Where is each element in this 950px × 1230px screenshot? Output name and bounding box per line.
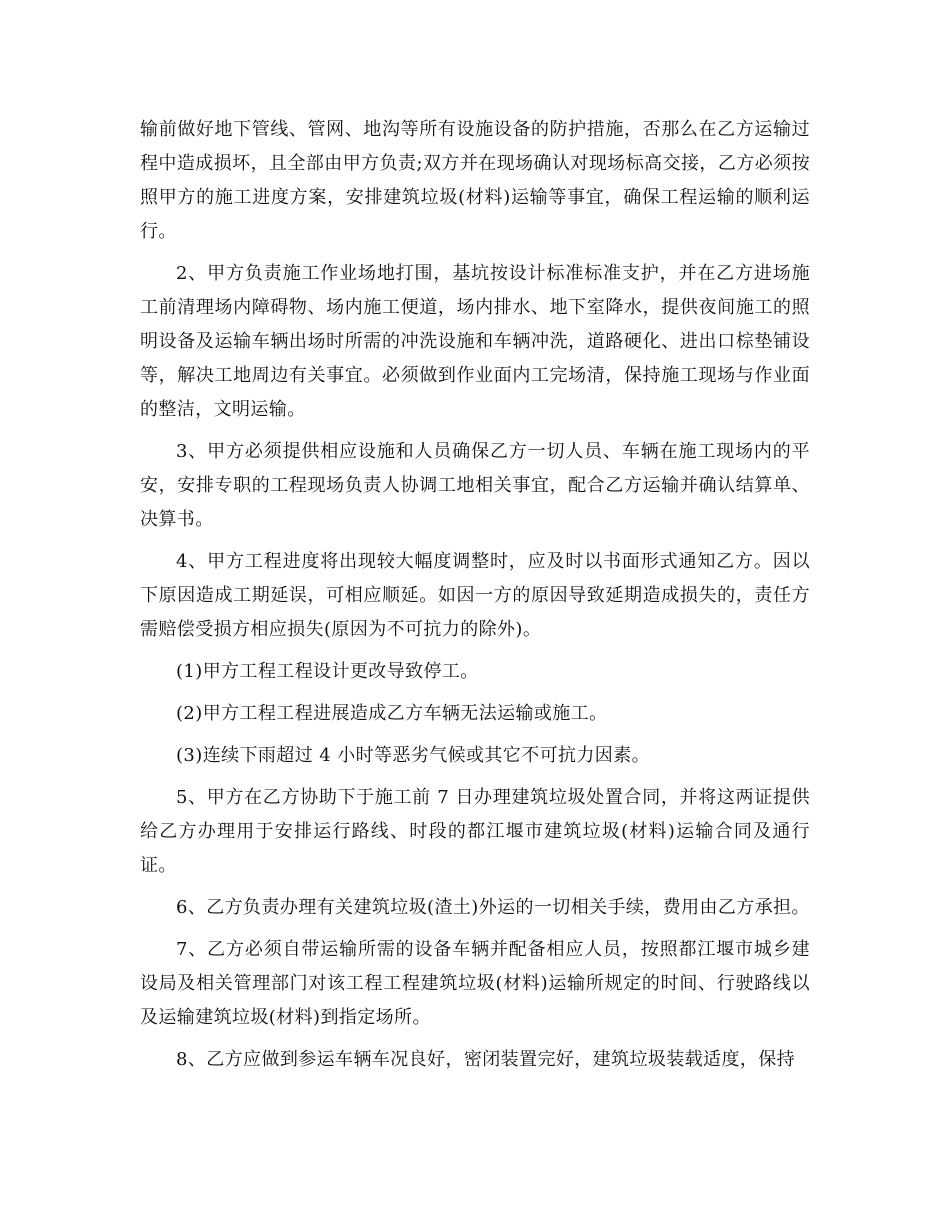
document-body: [140, 113, 810, 1077]
paragraph-clause-3: 3、甲方必须提供相应设施和人员确保乙方一切人员、车辆在施工现场内的平安，安排专职的工程现场负责人协调工地相关事宜，配合乙方运输并确认结算单、决算书。: [140, 441, 810, 530]
paragraph-clause-2: 2、甲方负责施工作业场地打围，基坑按设计标准标准支护，并在乙方进场施工前清理场内障碍物、场内施工便道，场内排水、地下室降水，提供夜间施工的照明设备及运输车辆出场时所需的冲洗设施和车辆冲洗，道路硬化、进出口棕垫铺设等，解决工地周边有关事宜。必须做到作业面内工完场清，保持施工现场与作业面的整洁，文明运输。: [140, 263, 810, 420]
paragraph-subclause-2: (2)甲方工程工程进展造成乙方车辆无法运输或施工。: [176, 703, 608, 724]
paragraph-continued-transport-preparation: 输前做好地下管线、管网、地沟等所有设施设备的防护措施，否那么在乙方运输过程中造成损坏，且全部由甲方负责;双方并在现场确认对现场标高交接，乙方必须按照甲方的施工进度方案，安排建筑垃圾(材料)运输等事宜，确保工程运输的顺利运行。: [140, 119, 810, 242]
paragraph-subclause-1: (1)甲方工程工程设计更改导致停工。: [176, 661, 479, 682]
paragraph-clause-6: 6、乙方负责办理有关建筑垃圾(渣土)外运的一切相关手续，费用由乙方承担。: [176, 897, 810, 918]
paragraph-clause-4: 4、甲方工程进度将出现较大幅度调整时，应及时以书面形式通知乙方。因以下原因造成工期延误，可相应顺延。如因一方的原因导致延期造成损失的，责任方需赔偿受损方相应损失(原因为不可抗力的除外)。: [140, 551, 810, 640]
paragraph-clause-5: 5、甲方在乙方协助下于施工前 7 日办理建筑垃圾处置合同，并将这两证提供给乙方办理用于安排运行路线、时段的都江堰市建筑垃圾(材料)运输合同及通行证。: [140, 787, 810, 876]
paragraph-clause-8: 8、乙方应做到参运车辆车况良好，密闭装置完好，建筑垃圾装载适度，保持: [176, 1049, 796, 1070]
paragraph-subclause-3: (3)连续下雨超过 4 小时等恶劣气候或其它不可抗力因素。: [176, 745, 650, 766]
paragraph-clause-7: 7、乙方必须自带运输所需的设备车辆并配备相应人员，按照都江堰市城乡建设局及相关管理部门对该工程工程建筑垃圾(材料)运输所规定的时间、行驶路线以及运输建筑垃圾(材料)到指定场所。: [140, 939, 810, 1028]
